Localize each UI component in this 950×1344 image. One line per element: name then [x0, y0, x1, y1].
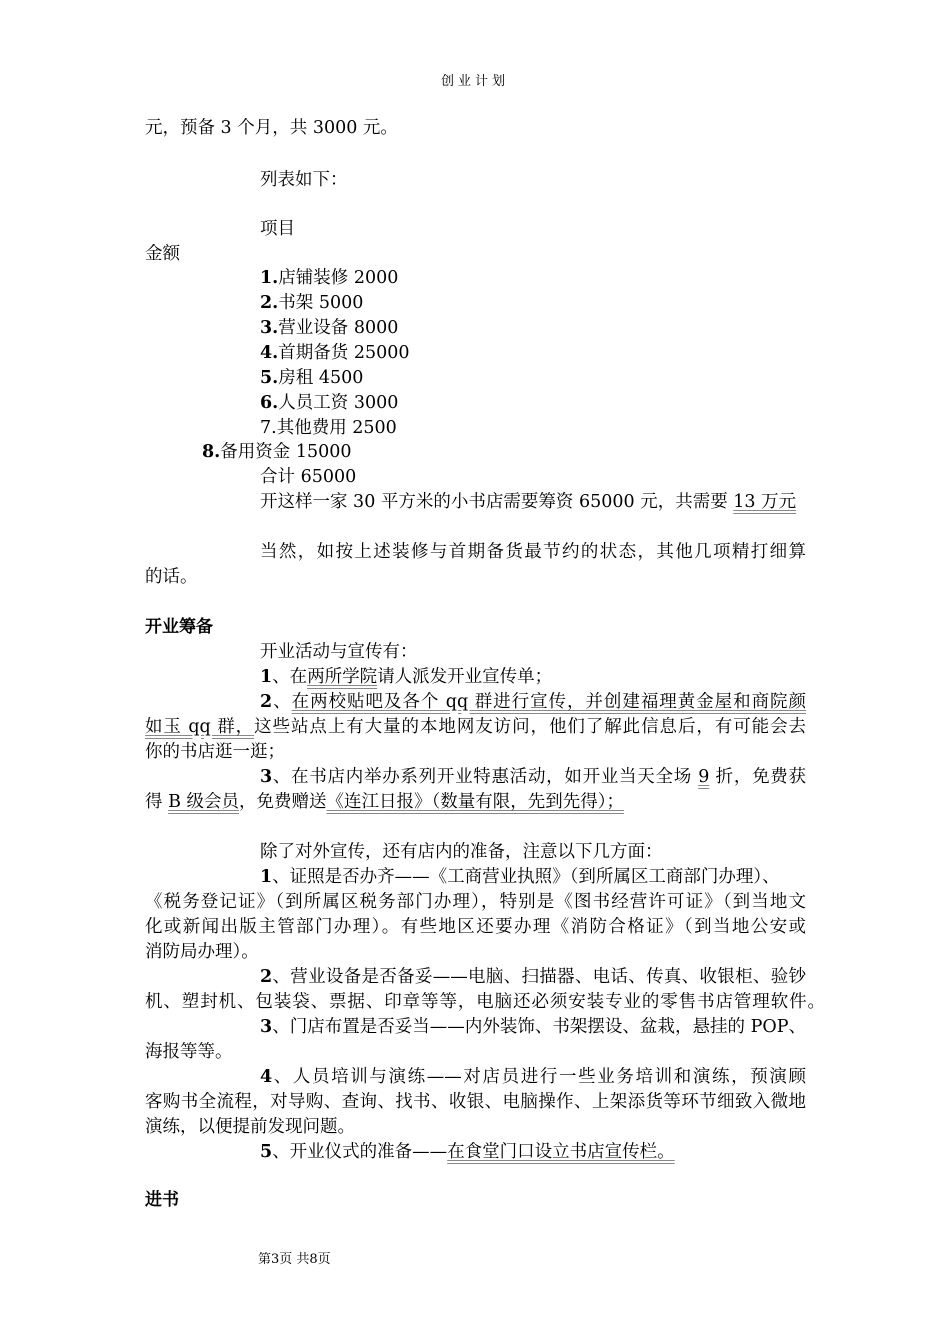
text-segment: 的话。 [145, 567, 198, 587]
page-header: 创业计划 [440, 74, 509, 89]
underlined-text: 在两校贴吧及各个 qq 群进行宣传，并创建福理黄金屋和商院颜 [291, 692, 806, 712]
text-line [145, 1040, 233, 1064]
text-segment: 、营业设备是否备妥——电脑、扫描器、电话、传真、收银柜、验钞 [272, 967, 806, 987]
text-line [202, 440, 352, 464]
underlined-text: 如玉 qq 群， [145, 717, 255, 737]
underlined-text: 在食堂门口设立书店宣传栏。 [447, 1142, 675, 1162]
text-segment: 人员工资 3000 [278, 393, 399, 413]
text-segment: 消防局办理）。 [145, 942, 259, 962]
text-line [260, 640, 418, 664]
item-number: 4 [260, 1067, 273, 1087]
item-number: 4. [260, 343, 279, 363]
text-segment: 书架 5000 [278, 293, 364, 313]
text-line [145, 116, 398, 140]
text-line [260, 291, 363, 315]
text-segment: 、在 [272, 667, 308, 687]
underlined-text: 两所学院 [307, 667, 378, 687]
text-segment: 、人员培训与演练——对店员进行一些业务培训和演练，预演顾 [272, 1067, 806, 1087]
text-segment: 项目 [260, 219, 295, 239]
text-segment: 客购书全流程，对导购、查询、找书、收银、电脑操作、上架添货等环节细致入微地 [145, 1092, 806, 1112]
text-line [260, 366, 363, 390]
text-line [260, 391, 398, 415]
item-number: 2. [260, 293, 279, 313]
item-number: 8. [202, 442, 221, 462]
text-line [260, 690, 806, 714]
text-line [145, 740, 285, 764]
text-line [145, 242, 180, 266]
heading-text: 开业筹备 [145, 617, 213, 637]
text-segment: 《税务登记证》（到所属区税务部门办理），特别是《图书经营许可证》（到当地文 [145, 892, 806, 912]
text-segment: 合计 65000 [260, 467, 357, 487]
text-line [145, 715, 806, 739]
text-segment: 这些站点上有大量的本地网友访问，他们了解此信息后，有可能会去 [254, 717, 806, 737]
section-heading [145, 1188, 179, 1212]
item-number: 6. [260, 393, 279, 413]
item-number: 1 [260, 667, 273, 687]
text-line [260, 840, 663, 864]
text-segment: 机、塑封机、包装袋、票据、印章等等，电脑还必须安装专业的零售书店管理软件。 [145, 992, 825, 1012]
text-line [145, 915, 806, 939]
text-line [260, 316, 398, 340]
text-line [260, 266, 398, 290]
text-segment: 房租 4500 [278, 368, 364, 388]
text-segment: 演练，以便提前发现问题。 [145, 1117, 355, 1137]
item-number: 2 [260, 967, 273, 987]
text-segment: ，免费赠送 [239, 792, 327, 812]
text-line [260, 1065, 806, 1089]
text-segment: 开业活动与宣传有： [260, 642, 418, 662]
text-line [145, 565, 198, 589]
text-segment: 7.其他费用 2500 [260, 418, 397, 438]
text-line [145, 940, 259, 964]
text-segment: 、证照是否办齐——《工商营业执照》（到所属区工商部门办理）、 [272, 867, 780, 887]
text-segment: 列表如下： [260, 170, 348, 190]
text-segment: 店铺装修 2000 [278, 268, 399, 288]
text-segment: 营业设备 8000 [278, 318, 399, 338]
item-number: 3. [260, 318, 279, 338]
text-segment: 首期备货 25000 [278, 343, 410, 363]
text-segment: 、在书店内举办系列开业特惠活动，如开业当天全场 [272, 767, 699, 787]
text-line [260, 765, 806, 789]
section-heading [145, 615, 213, 639]
text-line [260, 217, 295, 241]
text-line [260, 465, 356, 489]
text-line [260, 540, 806, 564]
text-segment: 备用资金 15000 [220, 442, 352, 462]
text-line [145, 1090, 806, 1114]
text-line [260, 965, 806, 989]
item-number: 3 [260, 1017, 273, 1037]
text-segment: 元，预备 3 个月，共 3000 元。 [145, 118, 398, 138]
underlined-text: 13 万元 [733, 492, 797, 512]
item-number: 3 [260, 767, 273, 787]
text-segment: 、开业仪式的准备—— [272, 1142, 448, 1162]
text-segment: 得 [145, 792, 169, 812]
item-number: 2 [260, 692, 273, 712]
text-line [260, 490, 796, 514]
underlined-text: B 级会员 [168, 792, 240, 812]
text-segment: 海报等等。 [145, 1042, 233, 1062]
item-number: 5 [260, 1142, 273, 1162]
text-segment: 当然，如按上述装修与首期备货最节约的状态，其他几项精打细算 [260, 542, 806, 562]
text-line [145, 1115, 355, 1139]
text-line [260, 416, 397, 440]
text-line [260, 665, 552, 689]
text-segment: 、 [272, 692, 292, 712]
underlined-text: 9 [698, 767, 710, 787]
underlined-text: 《连江日报》（数量有限，先到先得）； [326, 792, 625, 812]
text-line [145, 990, 825, 1014]
text-line [260, 865, 780, 889]
text-segment: 、门店布置是否妥当——内外装饰、书架摆设、盆栽，悬挂的 POP、 [272, 1017, 806, 1037]
heading-text: 进书 [145, 1190, 179, 1210]
text-segment: 请人派发开业宣传单； [377, 667, 553, 687]
text-segment: 你的书店逛一逛； [145, 742, 285, 762]
item-number: 5. [260, 368, 279, 388]
text-segment: 化或新闻出版主管部门办理）。有些地区还要办理《消防合格证》（到当地公安或 [145, 917, 806, 937]
text-line [145, 790, 624, 814]
text-line [260, 1140, 675, 1164]
text-line [145, 890, 806, 914]
item-number: 1 [260, 867, 273, 887]
text-segment: 开这样一家 30 平方米的小书店需要筹资 65000 元，共需要 [260, 492, 734, 512]
page-footer: 第3页 共8页 [258, 1252, 331, 1267]
text-line [260, 168, 348, 192]
text-segment: 金额 [145, 244, 180, 264]
text-line [260, 341, 410, 365]
text-segment: 除了对外宣传，还有店内的准备，注意以下几方面： [260, 842, 663, 862]
item-number: 1. [260, 268, 279, 288]
text-segment: 折，免费获 [709, 767, 806, 787]
text-line [260, 1015, 806, 1039]
